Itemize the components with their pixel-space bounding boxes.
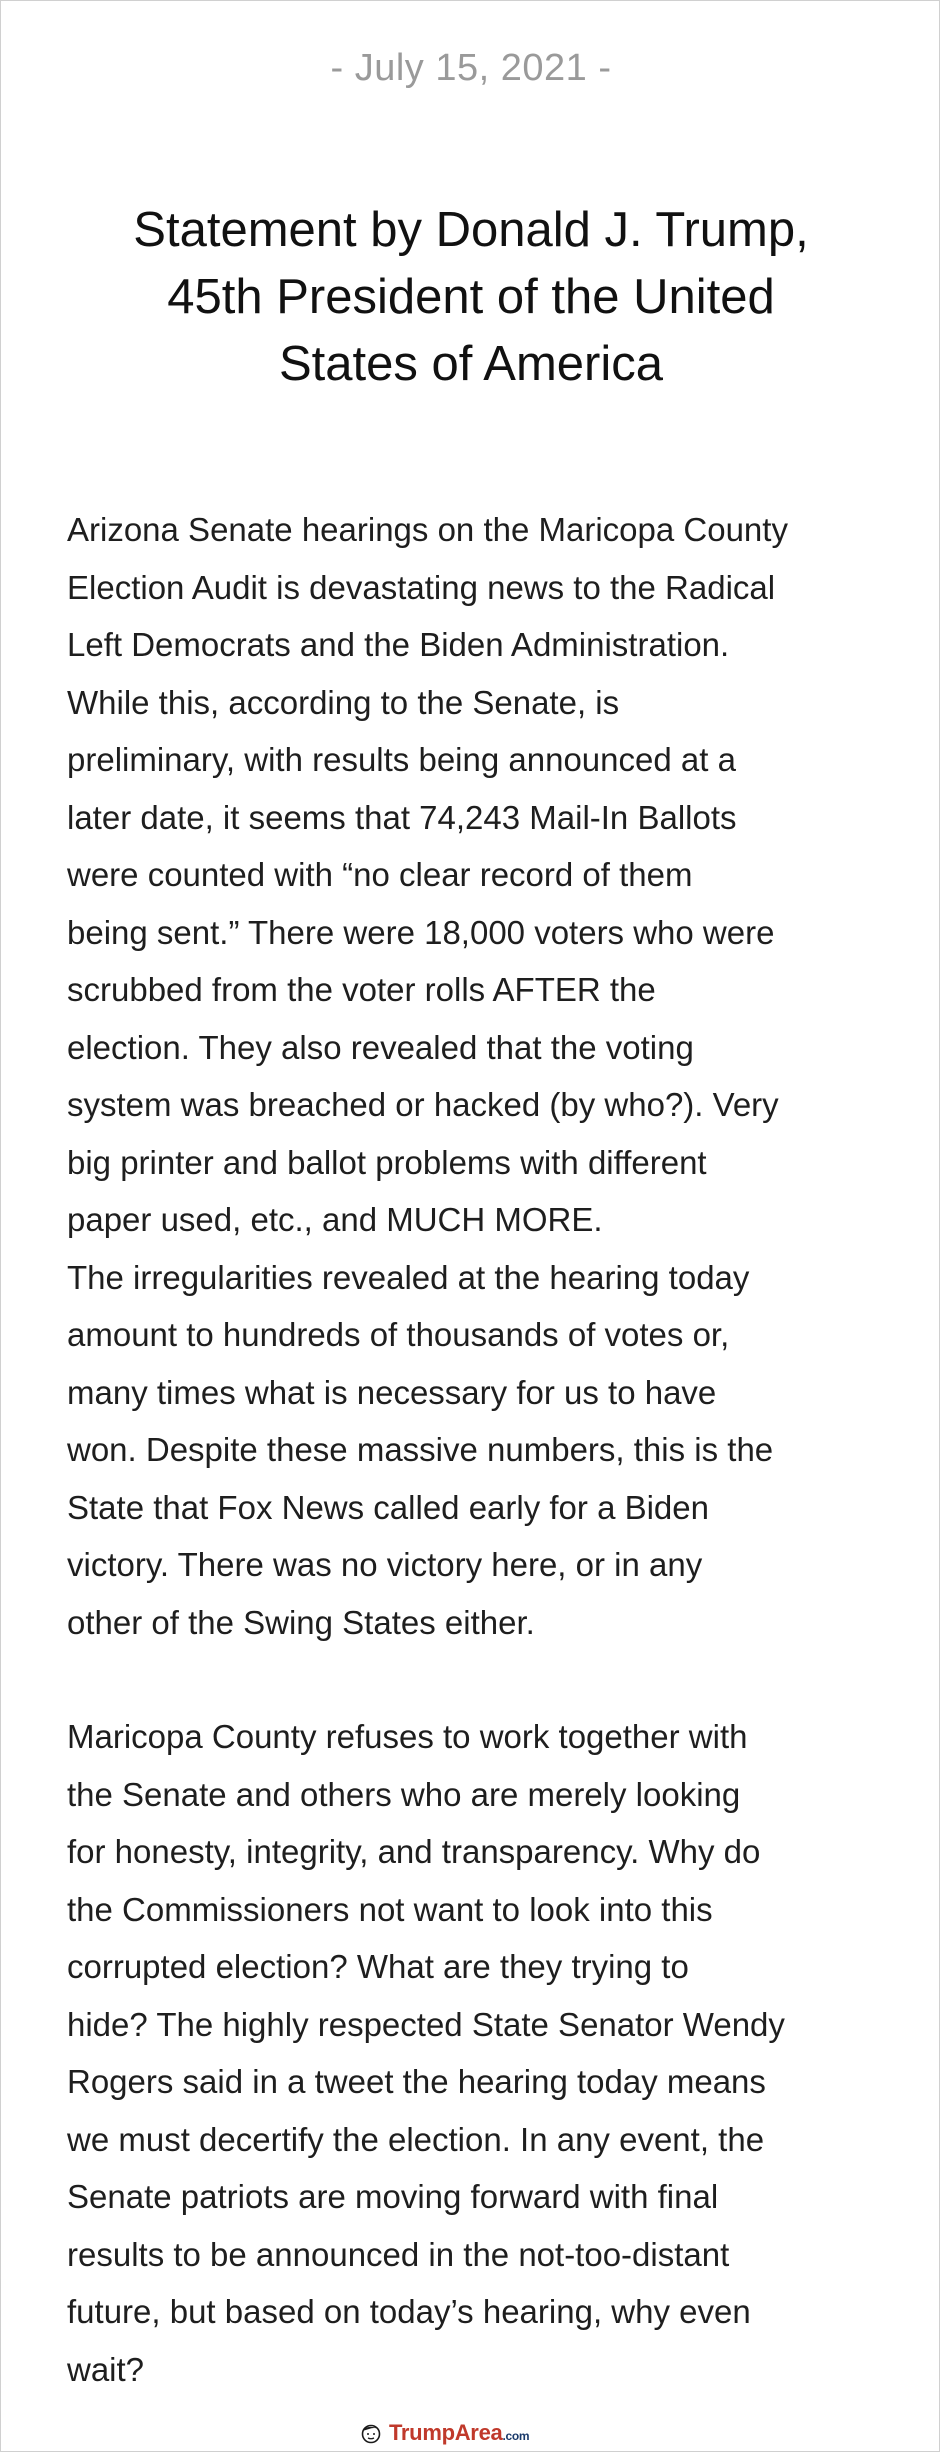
trump-face-icon — [359, 2421, 383, 2445]
watermark-name: TrumpArea — [389, 2420, 503, 2445]
paragraph-1: Arizona Senate hearings on the Maricopa County Election Audit is devastating news to the Radical Left Democrats and the Biden Administration. While this, according to the Senate, is preliminary, with results being announced at a later date, it seems that 74,243 Mail-In Ballots were counted with “no clear record of them being sent.” There were 18,000 voters who were scrubbed from the voter rolls AFTER the election. They also revealed that the voting system was breached or hacked (by who?). Very big printer and ballot problems with different paper used, etc., and MUCH MORE. — [67, 511, 788, 1238]
site-watermark — [359, 2419, 529, 2447]
watermark-domain: .com — [502, 2429, 530, 2443]
watermark-text — [389, 2420, 529, 2446]
paragraph-3: Maricopa County refuses to work together with the Senate and others who are merely looking for honesty, integrity, and transparency. Why do the Commissioners not want to look into this corrupted election? What are they trying to hide? The highly respected State Senator Wendy Rogers said in a tweet the hearing today means we must decertify the election. In any event, the Senate patriots are moving forward with final results to be announced in the not-too-distant future, but based on today’s hearing, why even wait? — [67, 1718, 785, 2388]
statement-title: Statement by Donald J. Trump, 45th President of the United States of America — [133, 203, 809, 391]
statement-date: - July 15, 2021 - — [330, 47, 612, 89]
statement-body — [67, 501, 897, 2398]
paragraph-2: The irregularities revealed at the hearing today amount to hundreds of thousands of votes or, many times what is necessary for us to have won. Despite these massive numbers, this is the State that Fox News called early for a Biden victory. There was no victory here, or in any other of the Swing States either. — [67, 1258, 774, 1641]
